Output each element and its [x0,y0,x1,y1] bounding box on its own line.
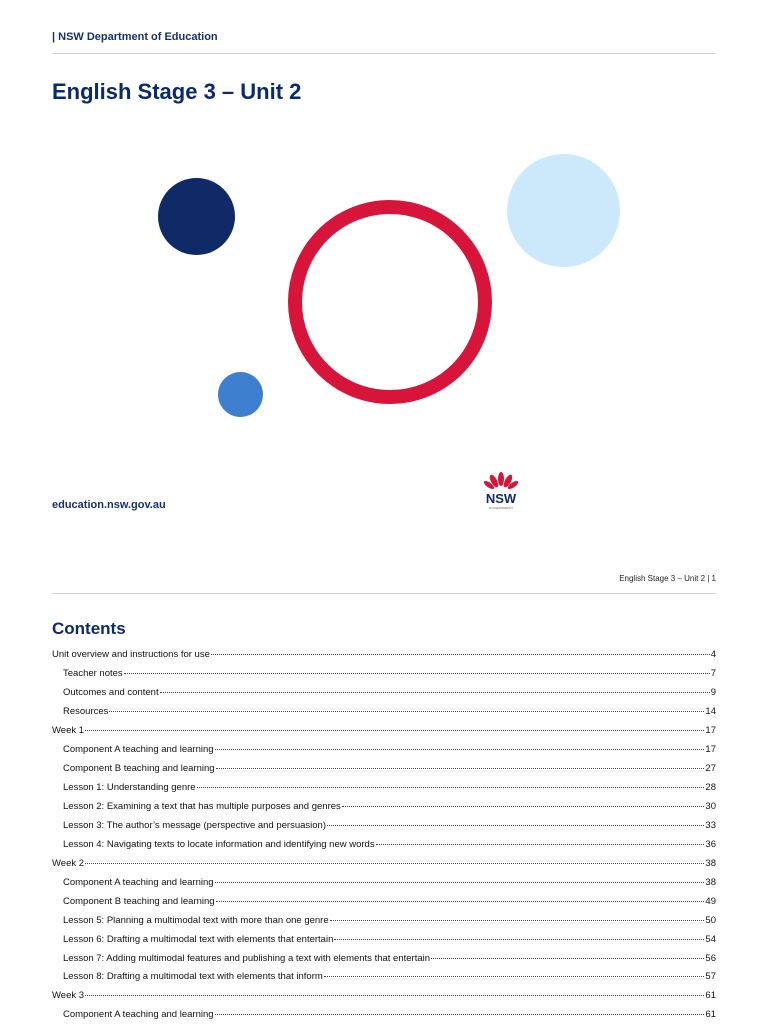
toc-entry-label: Lesson 5: Planning a multimodal text with more than one genre [63,914,329,926]
toc-entry-page: 28 [705,781,716,793]
toc-entry-label: Week 2 [52,857,85,869]
toc-entry[interactable] [52,934,716,953]
toc-entry-page: 61 [705,990,716,1002]
toc-entry[interactable] [52,896,716,915]
toc-entry[interactable] [52,763,716,782]
toc-entry[interactable] [52,782,716,801]
toc-leader-dots [124,673,710,674]
toc-entry[interactable] [52,687,716,706]
toc-entry-page: 56 [705,952,716,964]
toc-entry[interactable] [52,858,716,877]
decorative-light-blue-circle [507,154,620,267]
toc-entry-page: 50 [705,914,716,926]
logo-subtext: GOVERNMENT [488,506,514,510]
toc-entry[interactable] [52,953,716,972]
toc-leader-dots [85,995,704,996]
toc-entry[interactable] [52,990,716,1009]
decorative-blue-circle [218,372,263,417]
decorative-navy-circle [158,178,235,255]
decorative-red-ring [288,200,492,404]
contents-heading: Contents [52,619,126,638]
toc-entry-page: 14 [705,705,716,717]
toc-entry-label: Component B teaching and learning [63,895,215,907]
toc-entry-label: Week 1 [52,724,85,736]
toc-entry-page: 17 [705,743,716,755]
toc-entry[interactable] [52,744,716,763]
toc-entry-label: Component A teaching and learning [63,1009,214,1021]
toc-entry[interactable] [52,668,716,687]
toc-entry-label: Lesson 7: Adding multimodal features and publishing a text with elements that entertain [63,952,431,964]
toc-leader-dots [334,939,704,940]
header-org-name: | NSW Department of Education [52,31,218,43]
toc-entry-page: 9 [710,686,716,698]
toc-leader-dots [85,730,704,731]
toc-entry[interactable] [52,649,716,668]
toc-entry-label: Lesson 4: Navigating texts to locate information and identifying new words [63,838,375,850]
toc-leader-dots [376,844,705,845]
nsw-government-logo [479,470,523,512]
toc-entry-label: Component B teaching and learning [63,762,215,774]
toc-leader-dots [215,882,705,883]
toc-leader-dots [215,1014,705,1015]
toc-entry-page: 27 [705,762,716,774]
toc-entry-page: 49 [705,895,716,907]
toc-entry-page: 54 [705,933,716,945]
toc-leader-dots [342,806,705,807]
toc-leader-dots [216,768,705,769]
toc-entry-label: Lesson 8: Drafting a multimodal text with elements that inform [63,971,323,983]
header-divider [52,53,716,54]
toc-leader-dots [330,920,705,921]
toc-entry[interactable] [52,706,716,725]
toc-leader-dots [211,654,710,655]
toc-entry[interactable] [52,801,716,820]
toc-entry-page: 4 [710,649,716,660]
toc-leader-dots [216,901,705,902]
toc-entry-page: 30 [705,800,716,812]
toc-entry-label: Component A teaching and learning [63,743,214,755]
toc-entry[interactable] [52,820,716,839]
toc-leader-dots [215,749,705,750]
toc-entry[interactable] [52,839,716,858]
toc-entry-page: 33 [705,819,716,831]
toc-leader-dots [160,692,710,693]
toc-entry-label: Lesson 1: Understanding genre [63,781,196,793]
toc-leader-dots [85,863,704,864]
toc-entry-page: 38 [705,876,716,888]
toc-entry[interactable] [52,915,716,934]
toc-entry-label: Unit overview and instructions for use [52,649,210,660]
toc-entry-label: Lesson 3: The author’s message (perspective and persuasion) [63,819,326,831]
toc-entry[interactable] [52,1009,716,1028]
toc-entry-label: Resources [63,705,109,717]
toc-entry-page: 61 [705,1009,716,1021]
toc-entry-page: 7 [710,667,716,679]
page-footer-running-title: English Stage 3 – Unit 2 | 1 [619,574,716,583]
toc-entry-page: 17 [705,724,716,736]
table-of-contents [52,649,716,1028]
toc-entry[interactable] [52,725,716,744]
toc-entry[interactable] [52,971,716,990]
website-link[interactable]: education.nsw.gov.au [52,499,166,511]
toc-entry-label: Component A teaching and learning [63,876,214,888]
toc-entry-page: 57 [705,971,716,983]
toc-entry-label: Teacher notes [63,667,123,679]
toc-entry-label: Week 3 [52,990,85,1002]
toc-leader-dots [327,825,704,826]
toc-entry-label: Lesson 6: Drafting a multimodal text with elements that entertain [63,933,334,945]
toc-leader-dots [324,976,705,977]
toc-entry[interactable] [52,877,716,896]
toc-leader-dots [431,958,704,959]
toc-entry-label: Outcomes and content [63,686,159,698]
page-break-divider [52,593,716,594]
document-title: English Stage 3 – Unit 2 [52,79,302,104]
toc-leader-dots [197,787,705,788]
logo-wordmark: NSW [485,491,517,506]
toc-entry-page: 38 [705,857,716,869]
toc-entry-label: Lesson 2: Examining a text that has multiple purposes and genres [63,800,341,812]
toc-entry-page: 36 [705,838,716,850]
toc-leader-dots [109,711,704,712]
